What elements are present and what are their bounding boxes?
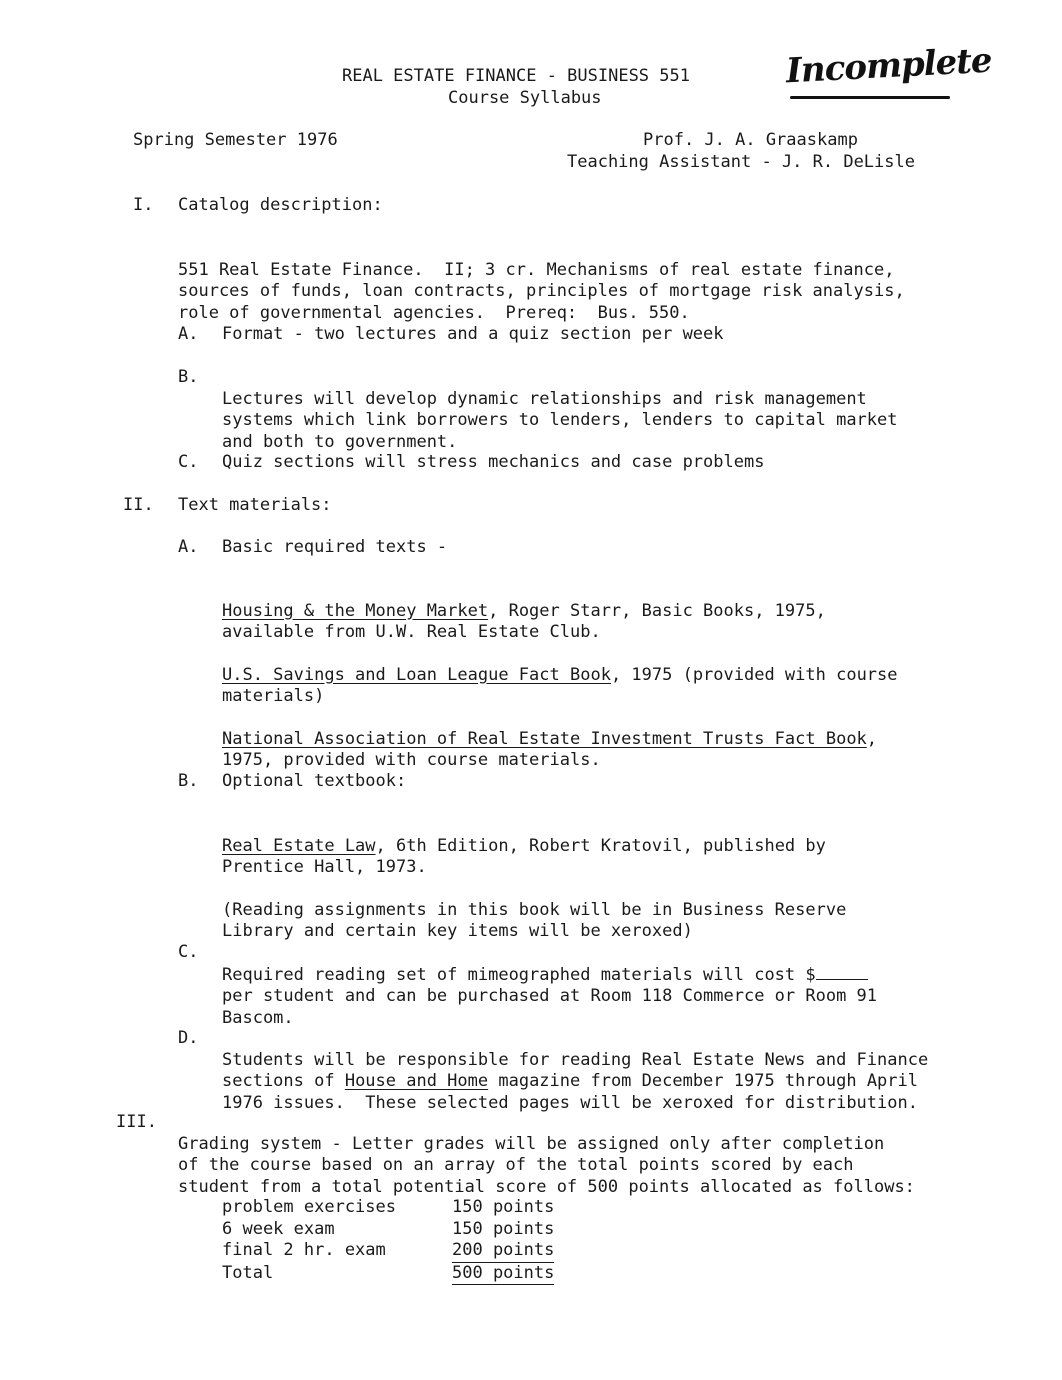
text-line: student from a total potential score of 500 points allocated as follows: — [178, 1176, 915, 1197]
points-item: 6 week exam — [222, 1218, 335, 1239]
points-value: 200 points — [452, 1240, 555, 1260]
text-line: Library and certain key items will be xeroxed) — [222, 921, 693, 941]
book-details: , Roger Starr, Basic Books, 1975, — [488, 600, 826, 621]
text-line: and both to government. — [222, 431, 458, 452]
text-line: systems which link borrowers to lenders, lenders to capital market — [222, 410, 898, 430]
professor-name: Prof. J. A. Graaskamp — [643, 130, 858, 150]
item-letter: C. — [178, 942, 199, 962]
incomplete-stamp: Incomplete — [785, 40, 993, 92]
table-row — [222, 1240, 554, 1262]
optional-textbook-heading: Optional textbook: — [222, 771, 407, 791]
text-line: Lectures will develop dynamic relationships and risk management — [222, 388, 867, 409]
description-line: 551 Real Estate Finance. II; 3 cr. Mechanisms of real estate finance, — [178, 259, 895, 280]
teaching-assistant: Teaching Assistant - J. R. DeLisle — [567, 152, 915, 172]
format-text: Format - two lectures and a quiz section per week — [222, 324, 724, 344]
points-item: problem exercises — [222, 1197, 396, 1217]
text-line: of the course based on an array of the total points scored by each — [178, 1155, 854, 1175]
description-line: role of governmental agencies. Prereq: Bus. 550. — [178, 302, 690, 323]
book-details: Prentice Hall, 1973. — [222, 857, 427, 877]
table-row — [222, 1197, 554, 1219]
quiz-text: Quiz sections will stress mechanics and case problems — [222, 452, 765, 472]
document-title: REAL ESTATE FINANCE - BUSINESS 551 — [342, 66, 690, 86]
item-letter: D. — [178, 1028, 199, 1048]
points-table — [222, 1197, 554, 1285]
item-letter: C. — [178, 452, 199, 472]
points-total: 500 points — [452, 1262, 555, 1283]
item-letter: B. — [178, 367, 199, 387]
item-letter: B. — [178, 771, 199, 791]
book-title: Housing & the Money Market — [222, 600, 489, 621]
stamp-underline — [790, 96, 950, 99]
table-row — [222, 1219, 554, 1241]
book-details: available from U.W. Real Estate Club. — [222, 622, 601, 642]
book-title: Real Estate Law — [222, 835, 376, 856]
section-1-heading: Catalog description: — [178, 195, 383, 215]
section-1-numeral: I. — [133, 195, 154, 215]
description-line: sources of funds, loan contracts, principles of mortgage risk analysis, — [178, 281, 905, 301]
text-fragment: sections of — [222, 1071, 345, 1091]
item-letter: A. — [178, 324, 199, 344]
points-value: 150 points — [452, 1197, 555, 1217]
section-2-numeral: II. — [123, 495, 154, 515]
section-3-numeral: III. — [116, 1112, 157, 1132]
book-details: , 1975 (provided with course — [610, 664, 898, 685]
book-details: materials) — [222, 686, 325, 706]
book-title: U.S. Savings and Loan League Fact Book — [222, 664, 611, 685]
book-details: , — [866, 728, 878, 749]
book-details: 1975, provided with course materials. — [222, 750, 601, 770]
section-2-heading: Text materials: — [178, 495, 332, 515]
table-row — [222, 1262, 554, 1285]
text-line: (Reading assignments in this book will be in Business Reserve — [222, 899, 847, 920]
points-item: Total — [222, 1262, 274, 1283]
text-line: Required reading set of mimeographed materials will cost $ — [222, 964, 816, 985]
text-fragment: magazine from December 1975 through April — [488, 1071, 918, 1091]
item-letter: A. — [178, 537, 199, 557]
points-value: 150 points — [452, 1218, 555, 1239]
text-line: per student and can be purchased at Room 118 Commerce or Room 91 — [222, 986, 878, 1006]
book-title: National Association of Real Estate Investment Trusts Fact Book — [222, 728, 867, 749]
text-line: Grading system - Letter grades will be assigned only after completion — [178, 1133, 885, 1154]
required-texts-heading: Basic required texts - — [222, 537, 448, 557]
book-details: , 6th Edition, Robert Kratovil, published by — [375, 835, 826, 856]
magazine-title: House and Home — [344, 1071, 489, 1091]
text-line: Bascom. — [222, 1007, 294, 1028]
points-item: final 2 hr. exam — [222, 1240, 386, 1261]
text-line: Students will be responsible for reading Real Estate News and Finance — [222, 1049, 929, 1070]
semester-label: Spring Semester 1976 — [133, 130, 338, 150]
document-subtitle: Course Syllabus — [448, 88, 602, 108]
cost-blank — [816, 964, 868, 980]
text-line: 1976 issues. These selected pages will be xeroxed for distribution. — [222, 1092, 918, 1113]
